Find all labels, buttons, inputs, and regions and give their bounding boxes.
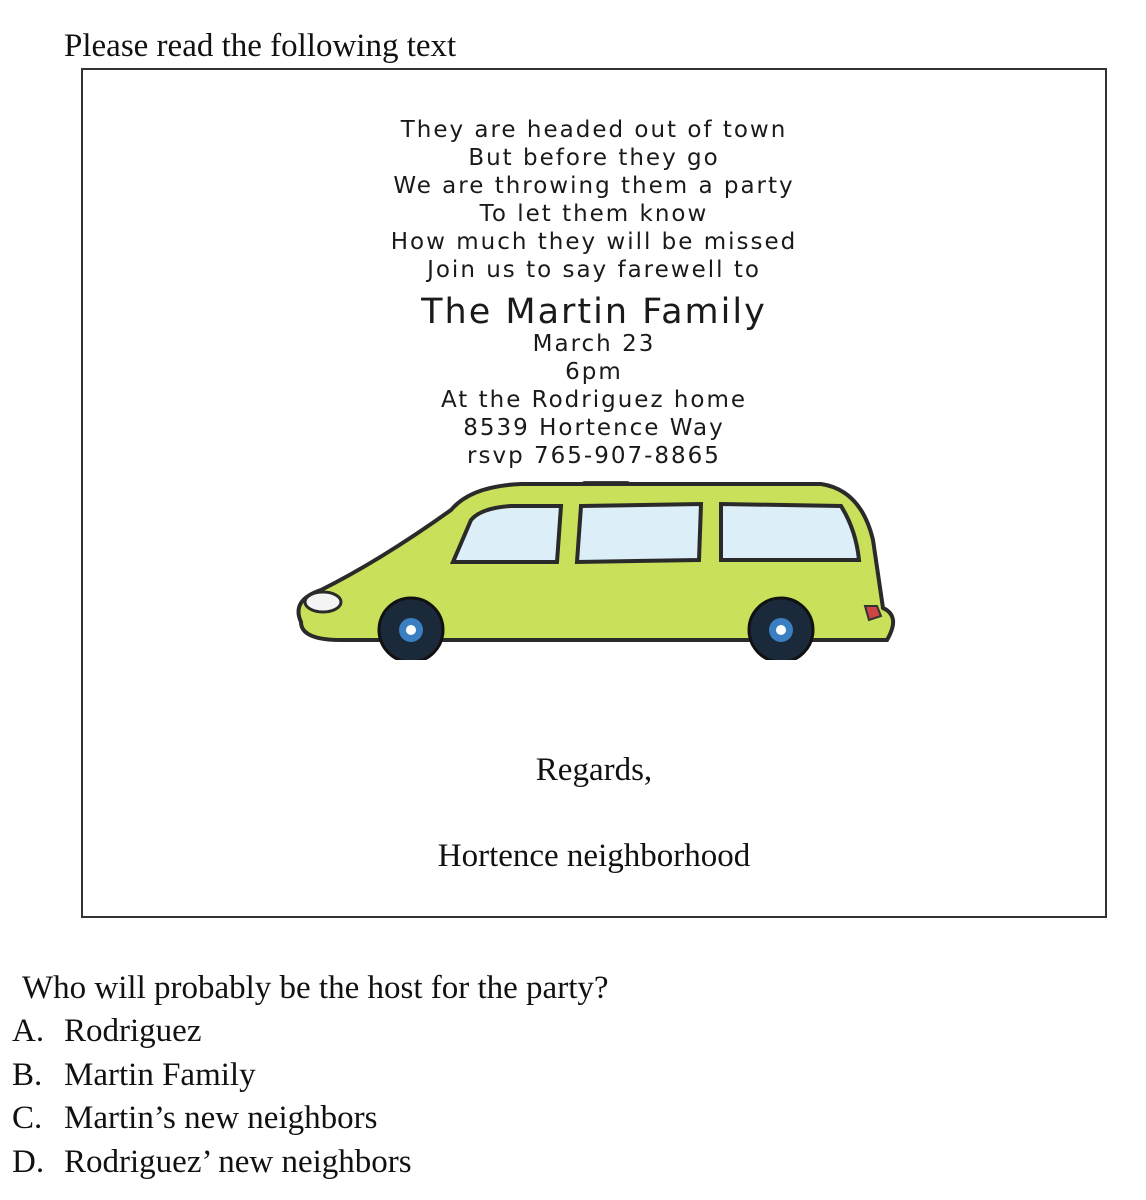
closing-text: Regards, — [535, 752, 653, 788]
party-location: At the Rodriguez home — [440, 387, 748, 413]
option-a[interactable] — [12, 1010, 412, 1054]
question-text: Who will probably be the host for the party? — [22, 970, 609, 1006]
option-letter: D. — [12, 1143, 45, 1180]
poem-line: But before they go — [468, 145, 720, 171]
option-letter: A. — [12, 1013, 45, 1049]
option-b[interactable] — [12, 1054, 412, 1098]
poem-line: To let them know — [479, 201, 709, 227]
option-letter: B. — [12, 1056, 43, 1093]
option-text: Rodriguez’ new neighbors — [64, 1143, 412, 1180]
party-date: March 23 — [532, 331, 656, 357]
option-letter: C. — [12, 1100, 43, 1136]
poem-line: We are throwing them a party — [393, 173, 795, 199]
answer-options — [12, 1010, 412, 1184]
van-illustration — [281, 480, 921, 660]
wheel-icon — [379, 598, 443, 660]
family-name-heading: The Martin Family — [421, 292, 767, 332]
signature-text: Hortence neighborhood — [437, 838, 751, 874]
party-rsvp: rsvp 765-907-8865 — [467, 443, 721, 469]
wheel-icon — [749, 598, 813, 660]
poem-line: How much they will be missed — [390, 229, 798, 255]
option-text: Rodriguez — [64, 1013, 202, 1049]
party-time: 6pm — [565, 359, 623, 385]
option-text: Martin’s new neighbors — [64, 1100, 378, 1136]
party-address: 8539 Hortence Way — [463, 415, 725, 441]
option-d[interactable] — [12, 1141, 412, 1185]
window-icon — [453, 504, 859, 562]
poem-line: Join us to say farewell to — [427, 257, 761, 283]
option-c[interactable] — [12, 1097, 412, 1141]
invitation-frame — [81, 68, 1107, 918]
party-details — [83, 330, 1105, 470]
poem-line: They are headed out of town — [400, 117, 788, 143]
option-text: Martin Family — [64, 1056, 256, 1093]
invitation-poem — [83, 116, 1105, 284]
instruction-text: Please read the following text — [64, 28, 457, 64]
